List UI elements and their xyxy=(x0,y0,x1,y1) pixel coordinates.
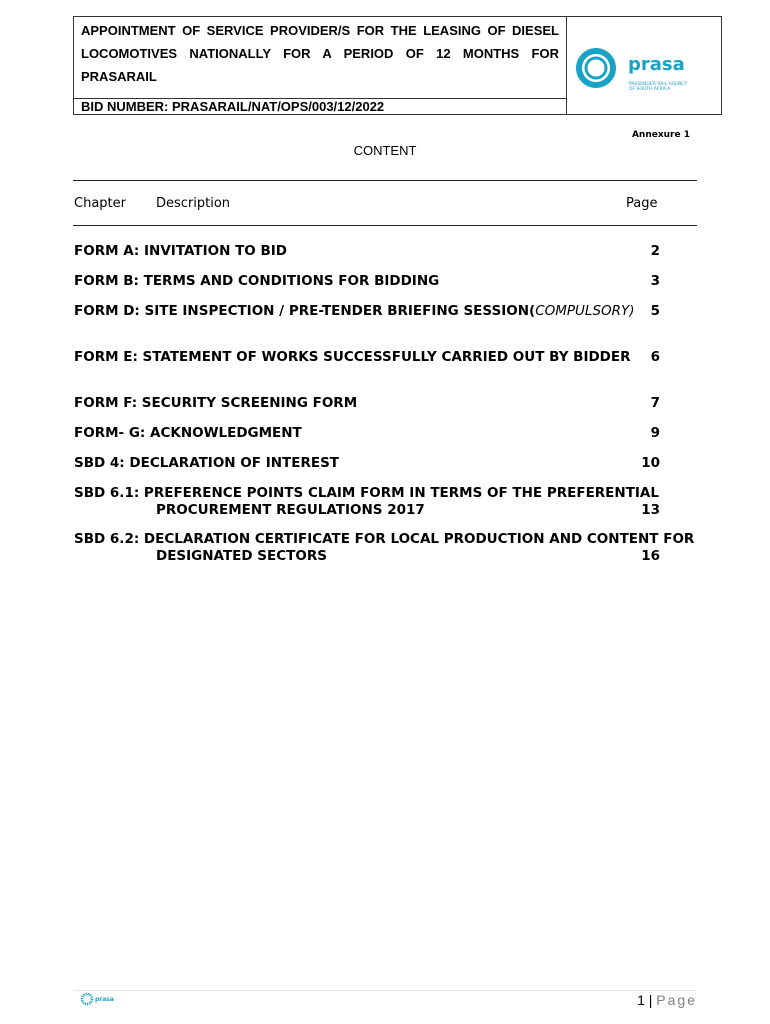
footer-rule xyxy=(74,990,696,991)
prasa-logo-text: prasa xyxy=(628,54,685,75)
toc-page-number: 9 xyxy=(650,425,660,441)
toc-entry-main: FORM D: SITE INSPECTION / PRE-TENDER BRIEFING SESSION( xyxy=(74,303,536,319)
footer-logo-emblem xyxy=(82,994,92,1004)
page-label: Page xyxy=(656,992,697,1008)
top-rule xyxy=(73,180,697,181)
toc-row[interactable] xyxy=(74,303,660,320)
toc-row[interactable] xyxy=(74,349,660,366)
header-left-cell xyxy=(74,17,567,114)
page-separator: | xyxy=(648,992,653,1008)
toc-entry-text: FORM A: INVITATION TO BID xyxy=(74,243,287,259)
toc-page-number: 7 xyxy=(650,395,660,411)
toc-entry-italic: COMPULSORY) xyxy=(535,303,635,319)
toc-entry-text: SBD 6.1: PREFERENCE POINTS CLAIM FORM IN TERMS OF THE PREFERENTIAL PROCUREMENT REGULATIONS 2017 xyxy=(74,485,659,518)
toc-page-number: 2 xyxy=(650,243,660,259)
toc-entry-text: FORM E: STATEMENT OF WORKS SUCCESSFULLY CARRIED OUT BY BIDDER xyxy=(74,349,631,365)
footer-logo-text: prasa xyxy=(95,996,114,1003)
prasa-logo-tagline-1: PASSENGER RAIL AGENCY xyxy=(629,82,688,87)
toc-entry-text xyxy=(74,303,701,320)
toc-row[interactable] xyxy=(74,531,695,564)
toc-entry-text: FORM- G: ACKNOWLEDGMENT xyxy=(74,425,302,441)
column-chapter: Chapter xyxy=(74,196,126,211)
header-rule xyxy=(73,225,697,226)
prasa-logo-emblem xyxy=(579,51,613,85)
toc-page-number: 5 xyxy=(650,303,660,319)
toc-row[interactable] xyxy=(74,395,660,412)
prasa-logo-tagline-2: OF SOUTH AFRICA xyxy=(629,87,671,92)
toc-entry-text: FORM B: TERMS AND CONDITIONS FOR BIDDING xyxy=(74,273,440,289)
footer-prasa-logo xyxy=(80,992,120,1006)
toc-page-number: 13 xyxy=(641,501,660,518)
column-page: Page xyxy=(626,196,658,211)
header-table xyxy=(73,16,722,115)
toc-page-number: 6 xyxy=(650,349,660,365)
toc-row[interactable] xyxy=(74,243,660,260)
toc-page-number: 3 xyxy=(650,273,660,289)
bid-number: BID NUMBER: PRASARAIL/NAT/OPS/003/12/2022 xyxy=(74,98,566,114)
toc-row[interactable] xyxy=(74,273,660,290)
document-title: APPOINTMENT OF SERVICE PROVIDER/S FOR THE LEASING OF DIESEL LOCOMOTIVES NATIONALLY FOR A PERIOD OF 12 MONTHS FOR PRASARAIL xyxy=(81,23,559,84)
toc-row[interactable] xyxy=(74,425,660,442)
toc-entry-text: SBD 6.2: DECLARATION CERTIFICATE FOR LOCAL PRODUCTION AND CONTENT FOR DESIGNATED SECTORS xyxy=(74,531,695,564)
toc-page-number: 10 xyxy=(641,455,660,471)
toc-row[interactable] xyxy=(74,485,660,518)
content-title: CONTENT xyxy=(353,143,417,158)
prasa-logo xyxy=(574,41,714,95)
toc-page-number: 16 xyxy=(641,547,660,564)
toc-entry-text: SBD 4: DECLARATION OF INTEREST xyxy=(74,455,339,471)
toc-row[interactable] xyxy=(74,455,660,472)
page-number-value: 1 xyxy=(637,992,645,1008)
page-number xyxy=(637,992,697,1008)
annexure-label: Annexure 1 xyxy=(631,130,690,140)
column-description: Description xyxy=(156,196,231,211)
toc-entry-text: FORM F: SECURITY SCREENING FORM xyxy=(74,395,358,411)
